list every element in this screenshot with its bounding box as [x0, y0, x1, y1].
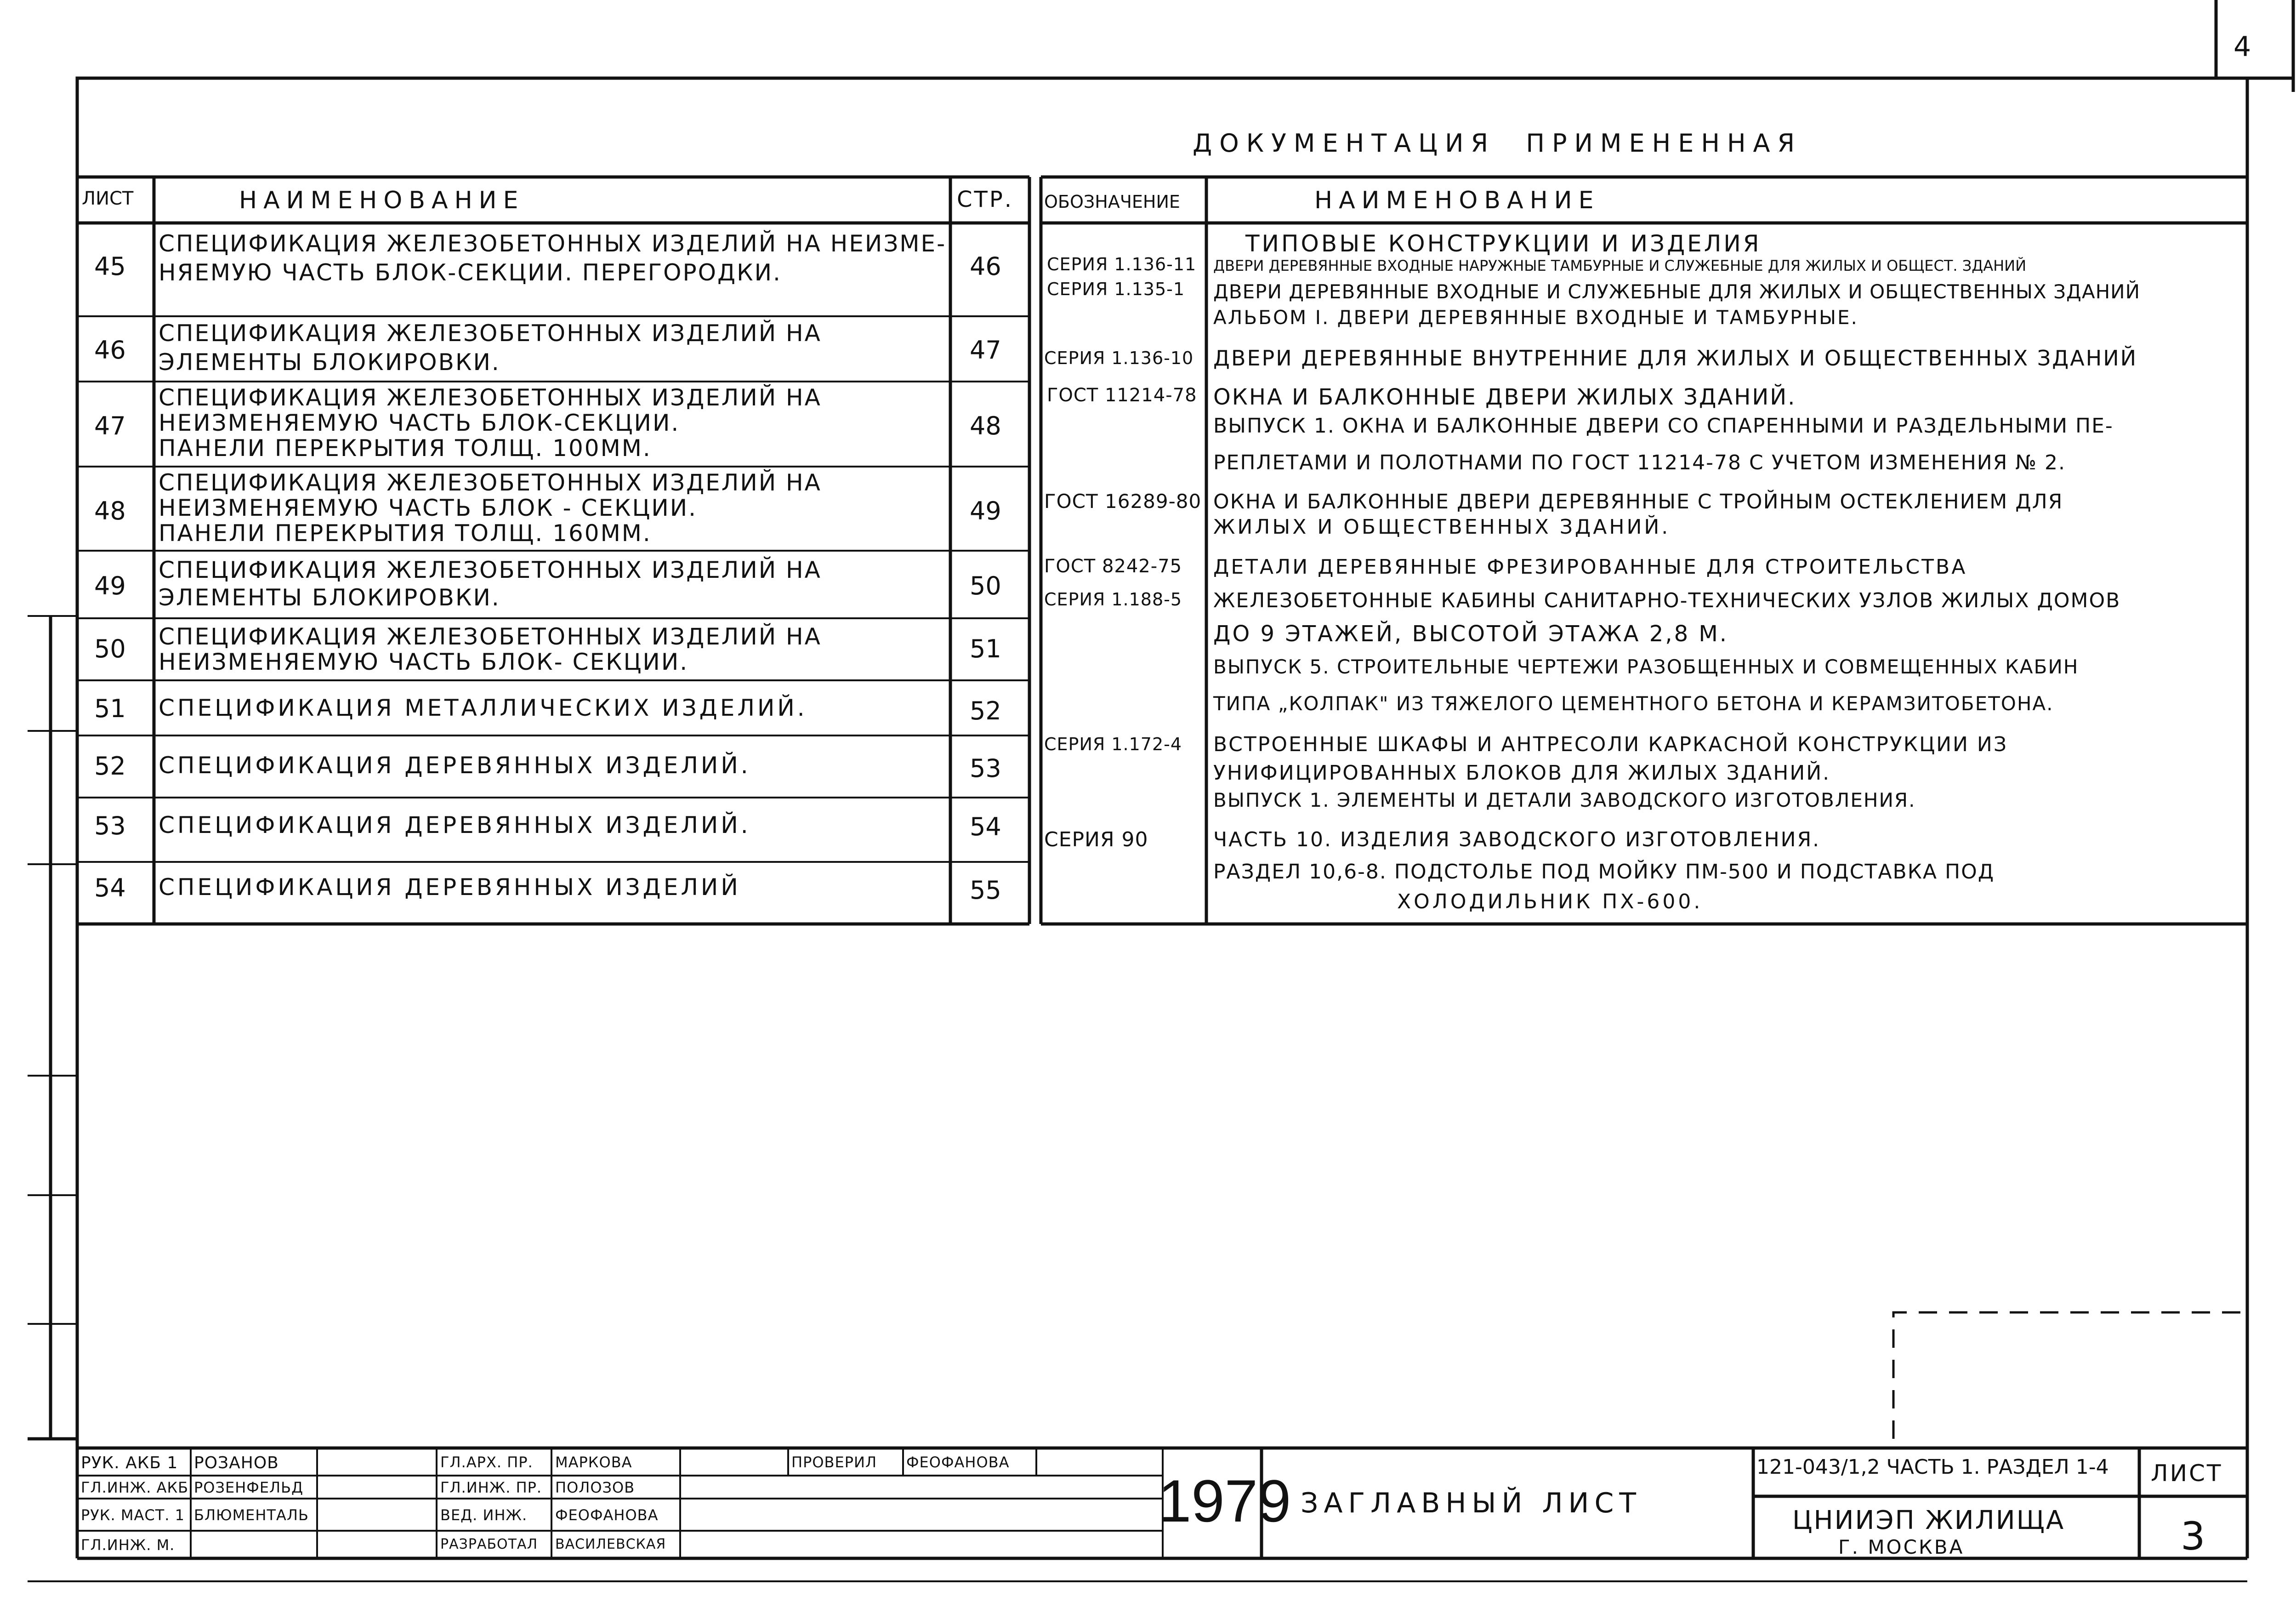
row-line: СПЕЦИФИКАЦИЯ ЖЕЛЕЗОБЕТОННЫХ ИЗДЕЛИЙ НА [159, 557, 822, 583]
ref-code: СЕРИЯ 90 [1044, 828, 1148, 851]
doc-title: ДОКУМЕНТАЦИЯ ПРИМЕНЕННАЯ [1193, 129, 1802, 158]
row-page: 47 [970, 336, 1001, 365]
sheet-label: ЛИСТ [2151, 1460, 2223, 1487]
row-page: 48 [970, 411, 1001, 440]
ref-line: ОКНА И БАЛКОННЫЕ ДВЕРИ ЖИЛЫХ ЗДАНИЙ. [1213, 384, 1796, 410]
staff-role: РУК. МАСТ. 1 [81, 1506, 185, 1524]
row-sheet: 45 [94, 252, 126, 281]
row-page: 55 [970, 876, 1001, 905]
staff-name: ФЕОФАНОВА [906, 1454, 1010, 1471]
ref-line: ТИПОВЫЕ КОНСТРУКЦИИ И ИЗДЕЛИЯ [1245, 230, 1762, 257]
left-header-name: НАИМЕНОВАНИЕ [239, 187, 525, 214]
row-line: СПЕЦИФИКАЦИЯ ЖЕЛЕЗОБЕТОННЫХ ИЗДЕЛИЙ НА НЕИЗМЕ- [159, 230, 947, 257]
row-line: НЕИЗМЕНЯЕМУЮ ЧАСТЬ БЛОК - СЕКЦИИ. [159, 495, 698, 521]
ref-line: ВЫПУСК 1. ОКНА И БАЛКОННЫЕ ДВЕРИ СО СПАРЕННЫМИ И РАЗДЕЛЬНЫМИ ПЕ- [1213, 414, 2114, 438]
row-line: СПЕЦИФИКАЦИЯ ЖЕЛЕЗОБЕТОННЫХ ИЗДЕЛИЙ НА [159, 320, 822, 347]
ref-line: ДВЕРИ ДЕРЕВЯННЫЕ ВХОДНЫЕ И СЛУЖЕБНЫЕ ДЛЯ ЖИЛЫХ И ОБЩЕСТВЕННЫХ ЗДАНИЙ [1213, 280, 2140, 303]
right-header-name: НАИМЕНОВАНИЕ [1314, 187, 1600, 214]
left-header-sheet: ЛИСТ [82, 188, 134, 209]
ref-line: ДЕТАЛИ ДЕРЕВЯННЫЕ ФРЕЗИРОВАННЫЕ ДЛЯ СТРОИТЕЛЬСТВА [1213, 555, 1967, 579]
sheet-title: ЗАГЛАВНЫЙ ЛИСТ [1301, 1487, 1642, 1519]
signature-8 [1039, 1450, 1135, 1471]
row-line: ЭЛЕМЕНТЫ БЛОКИРОВКИ. [159, 584, 500, 611]
row-line: ПАНЕЛИ ПЕРЕКРЫТИЯ ТОЛЩ. 160ММ. [159, 520, 652, 547]
ref-line: ДВЕРИ ДЕРЕВЯННЫЕ ВНУТРЕННИЕ ДЛЯ ЖИЛЫХ И ОБЩЕСТВЕННЫХ ЗДАНИЙ [1213, 346, 2138, 371]
row-line: ПАНЕЛИ ПЕРЕКРЫТИЯ ТОЛЩ. 100ММ. [159, 435, 652, 462]
signature-6 [687, 1503, 774, 1526]
row-line: НЕИЗМЕНЯЕМУЮ ЧАСТЬ БЛОК-СЕКЦИИ. [159, 410, 680, 436]
staff-role: РУК. АКБ 1 [81, 1454, 178, 1472]
staff-role: ГЛ.ИНЖ. АКБ [81, 1479, 189, 1496]
staff-name: ПОЛОЗОВ [555, 1479, 635, 1496]
row-sheet: 53 [94, 811, 126, 840]
ref-line: ХОЛОДИЛЬНИК ПХ-600. [1397, 890, 1703, 913]
year: 1979 [1158, 1467, 1291, 1534]
signature-7 [694, 1538, 772, 1554]
row-page: 51 [970, 634, 1001, 663]
ref-line: ЖИЛЫХ И ОБЩЕСТВЕННЫХ ЗДАНИЙ. [1213, 515, 1671, 539]
signature-2 [331, 1484, 404, 1495]
row-page: 53 [970, 754, 1001, 783]
row-line: СПЕЦИФИКАЦИЯ ЖЕЛЕЗОБЕТОННЫХ ИЗДЕЛИЙ НА [159, 623, 822, 650]
staff-name: РОЗАНОВ [194, 1454, 279, 1472]
staff-role: ПРОВЕРИЛ [791, 1454, 877, 1471]
ref-line: ВСТРОЕННЫЕ ШКАФЫ И АНТРЕСОЛИ КАРКАСНОЙ КОНСТРУКЦИИ ИЗ [1213, 733, 2008, 756]
ref-line: РЕПЛЕТАМИ И ПОЛОТНАМИ ПО ГОСТ 11214-78 С УЧЕТОМ ИЗМЕНЕНИЯ № 2. [1213, 451, 2066, 474]
ref-code: ГОСТ 8242-75 [1044, 556, 1182, 577]
staff-name: ВАСИЛЕВСКАЯ [555, 1536, 666, 1552]
row-line: СПЕЦИФИКАЦИЯ ДЕРЕВЯННЫХ ИЗДЕЛИЙ. [159, 812, 751, 838]
ref-line: ТИПА „КОЛПАК" ИЗ ТЯЖЕЛОГО ЦЕМЕНТНОГО БЕТОНА И КЕРАМЗИТОБЕТОНА. [1213, 692, 2054, 715]
ref-code: СЕРИЯ 1.136-10 [1044, 348, 1194, 368]
row-sheet: 52 [94, 752, 126, 781]
row-line: СПЕЦИФИКАЦИЯ ЖЕЛЕЗОБЕТОННЫХ ИЗДЕЛИЙ НА [159, 469, 822, 496]
ref-line: АЛЬБОМ I. ДВЕРИ ДЕРЕВЯННЫЕ ВХОДНЫЕ И ТАМБУРНЫЕ. [1213, 306, 1858, 329]
staff-name: БЛЮМЕНТАЛЬ [194, 1506, 309, 1524]
ref-line: ЖЕЛЕЗОБЕТОННЫЕ КАБИНЫ САНИТАРНО-ТЕХНИЧЕСКИХ УЗЛОВ ЖИЛЫХ ДОМОВ [1213, 589, 2121, 612]
row-page: 50 [970, 571, 1001, 600]
staff-role: ВЕД. ИНЖ. [440, 1506, 528, 1524]
staff-name: МАРКОВА [555, 1454, 632, 1471]
row-line: СПЕЦИФИКАЦИЯ МЕТАЛЛИЧЕСКИХ ИЗДЕЛИЙ. [159, 695, 807, 721]
row-line: НЯЕМУЮ ЧАСТЬ БЛОК-СЕКЦИИ. ПЕРЕГОРОДКИ. [159, 259, 782, 286]
row-sheet: 46 [94, 336, 126, 365]
doc-code: 121-043/1,2 ЧАСТЬ 1. РАЗДЕЛ 1-4 [1756, 1455, 2109, 1479]
ref-code: ГОСТ 11214-78 [1047, 385, 1197, 406]
right-header-code: ОБОЗНАЧЕНИЕ [1044, 192, 1180, 212]
ref-line: ДВЕРИ ДЕРЕВЯННЫЕ ВХОДНЫЕ НАРУЖНЫЕ ТАМБУРНЫЕ И СЛУЖЕБНЫЕ ДЛЯ ЖИЛЫХ И ОБЩЕСТ. ЗДАНИЙ [1213, 257, 2027, 274]
ref-line: ВЫПУСК 5. СТРОИТЕЛЬНЫЕ ЧЕРТЕЖИ РАЗОБЩЕННЫХ И СОВМЕЩЕННЫХ КАБИН [1213, 656, 2079, 678]
ref-code: СЕРИЯ 1.135-1 [1047, 279, 1185, 299]
signature-1 [331, 1459, 414, 1477]
row-page: 54 [970, 812, 1001, 841]
row-page: 52 [970, 696, 1001, 725]
row-page: 46 [970, 252, 1001, 281]
row-page: 49 [970, 496, 1001, 525]
row-sheet: 47 [94, 411, 126, 440]
row-line: СПЕЦИФИКАЦИЯ ДЕРЕВЯННЫХ ИЗДЕЛИЙ. [159, 752, 751, 779]
row-sheet: 49 [94, 571, 126, 600]
signature-4 [689, 1455, 758, 1471]
row-line: СПЕЦИФИКАЦИЯ ДЕРЕВЯННЫХ ИЗДЕЛИЙ [159, 874, 741, 901]
ref-code: СЕРИЯ 1.188-5 [1044, 589, 1182, 610]
ref-line: ДО 9 ЭТАЖЕЙ, ВЫСОТОЙ ЭТАЖА 2,8 М. [1213, 621, 1729, 647]
row-sheet: 51 [94, 694, 126, 723]
ref-code: ГОСТ 16289-80 [1044, 490, 1202, 513]
ref-line: ЧАСТЬ 10. ИЗДЕЛИЯ ЗАВОДСКОГО ИЗГОТОВЛЕНИЯ. [1213, 828, 1821, 851]
ref-line: ОКНА И БАЛКОННЫЕ ДВЕРИ ДЕРЕВЯННЫЕ С ТРОЙНЫМ ОСТЕКЛЕНИЕМ ДЛЯ [1213, 490, 2063, 513]
signature-5 [689, 1482, 758, 1496]
ref-line: РАЗДЕЛ 10,6-8. ПОДСТОЛЬЕ ПОД МОЙКУ ПМ-500 И ПОДСТАВКА ПОД [1213, 860, 1995, 884]
ref-line: ВЫПУСК 1. ЭЛЕМЕНТЫ И ДЕТАЛИ ЗАВОДСКОГО ИЗГОТОВЛЕНИЯ. [1213, 789, 1916, 811]
row-line: НЕИЗМЕНЯЕМУЮ ЧАСТЬ БЛОК- СЕКЦИИ. [159, 649, 689, 675]
staff-name: ФЕОФАНОВА [555, 1506, 659, 1524]
staff-name: РОЗЕНФЕЛЬД [194, 1479, 304, 1496]
ref-line: УНИФИЦИРОВАННЫХ БЛОКОВ ДЛЯ ЖИЛЫХ ЗДАНИЙ. [1213, 761, 1831, 785]
signature-3 [340, 1512, 423, 1540]
staff-role: ГЛ.АРХ. ПР. [440, 1454, 533, 1471]
sheet-number: 3 [2181, 1514, 2205, 1559]
row-line: ЭЛЕМЕНТЫ БЛОКИРОВКИ. [159, 349, 500, 376]
row-sheet: 50 [94, 634, 126, 663]
row-sheet: 48 [94, 496, 126, 525]
city: Г. МОСКВА [1838, 1536, 1965, 1558]
ref-code: СЕРИЯ 1.172-4 [1044, 734, 1182, 754]
staff-role: ГЛ.ИНЖ. ПР. [440, 1479, 542, 1496]
stamp-placeholder [1893, 1312, 2247, 1439]
staff-role: РАЗРАБОТАЛ [440, 1536, 538, 1552]
row-sheet: 54 [94, 873, 126, 902]
staff-role: ГЛ.ИНЖ. М. [81, 1536, 175, 1554]
org-name: ЦНИИЭП ЖИЛИЩА [1792, 1505, 2065, 1535]
row-line: СПЕЦИФИКАЦИЯ ЖЕЛЕЗОБЕТОННЫХ ИЗДЕЛИЙ НА [159, 384, 822, 411]
left-header-page: СТР. [957, 187, 1014, 212]
ref-code: СЕРИЯ 1.136-11 [1047, 254, 1197, 274]
page-number: 4 [2233, 31, 2251, 63]
